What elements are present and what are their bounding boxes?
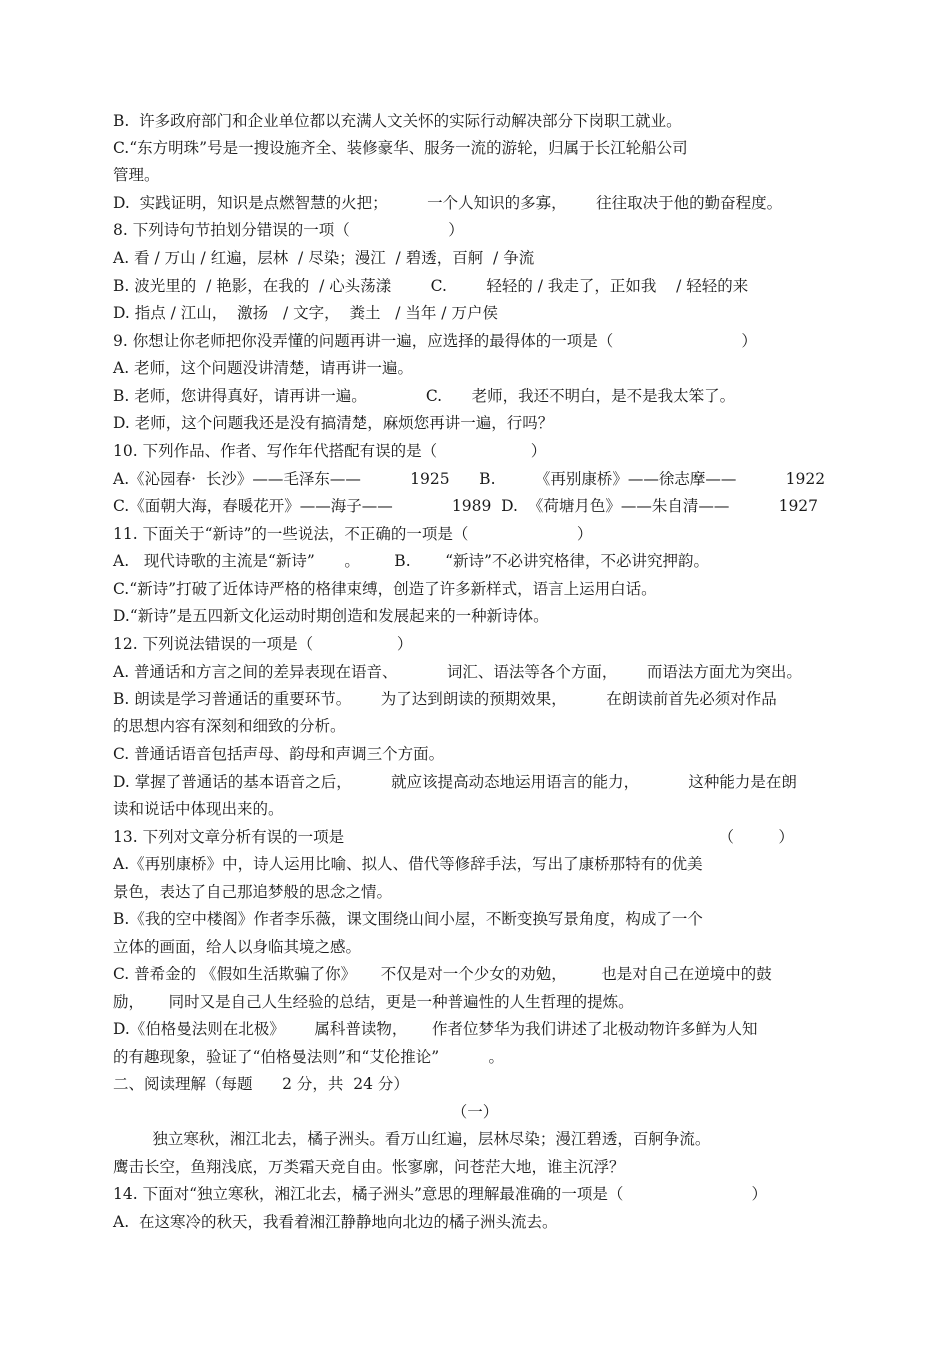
q11-option-a-b: A. 现代诗歌的主流是“新诗” 。 B. “新诗”不必讲究格律，不必讲究押韵。 [113, 552, 709, 570]
option-b-line: B. 许多政府部门和企业单位都以充满人文关怀的实际行动解决部分下岗职工就业。 [113, 112, 682, 130]
q13-option-d-continuation: 的有趣现象，验证了“伯格曼法则”和“艾伦推论” 。 [113, 1048, 504, 1066]
q13-option-a-continuation: 景色，表达了自己那追梦般的思念之情。 [113, 883, 393, 901]
q12-option-d-continuation: 读和说话中体现出来的。 [113, 800, 284, 818]
option-c-line: C.“东方明珠”号是一搜设施齐全、装修豪华、服务一流的游轮，归属于长江轮船公司 [113, 139, 688, 157]
q11-option-c: C.“新诗”打破了近体诗严格的格律束缚，创造了许多新样式，语言上运用白话。 [113, 580, 657, 598]
q10-option-c-d: C.《面朝大海，春暖花开》——海子—— 1989 D. 《荷塘月色》——朱自清—— 1927 [113, 497, 819, 515]
q13-option-a: A.《再别康桥》中，诗人运用比喻、拟人、借代等修辞手法，写出了康桥那特有的优美 [113, 855, 703, 873]
q13-option-b-continuation: 立体的画面，给人以身临其境之感。 [113, 938, 362, 956]
question-11: 11. 下面关于“新诗”的一些说法，不正确的一项是（ ） [113, 525, 593, 543]
question-10: 10. 下列作品、作者、写作年代搭配有误的是（ ） [113, 442, 547, 460]
q12-option-d: D. 掌握了普通话的基本语音之后， 就应该提高动态地运用语言的能力， 这种能力是在朗 [113, 773, 797, 791]
question-14: 14. 下面对“独立寒秋，湘江北去，橘子洲头”意思的理解最准确的一项是（ ） [113, 1185, 768, 1203]
q9-option-d: D. 老师，这个问题我还是没有搞清楚，麻烦您再讲一遍，行吗？ [113, 414, 554, 432]
q8-option-d: D. 指点 / 江山， 激扬 / 文字， 粪土 / 当年 / 万户侯 [113, 304, 498, 322]
q12-option-b-continuation: 的思想内容有深刻和细致的分析。 [113, 717, 346, 735]
q13-option-b: B.《我的空中楼阁》作者李乐薇，课文围绕山间小屋，不断变换写景角度，构成了一个 [113, 910, 703, 928]
q12-option-a: A. 普通话和方言之间的差异表现在语音、 词汇、语法等各个方面， 而语法方面尤为突出。 [113, 663, 802, 681]
passage-text: 独立寒秋，湘江北去，橘子洲头。看万山红遍，层林尽染；漫江碧透，百舸争流。 [113, 1130, 711, 1148]
q13-option-d: D.《伯格曼法则在北极》 属科普读物， 作者位梦华为我们讲述了北极动物许多鲜为人知 [113, 1020, 758, 1038]
q12-option-c: C. 普通话语音包括声母、韵母和声调三个方面。 [113, 745, 445, 763]
question-13: 13. 下列对文章分析有误的一项是 （ ） [113, 828, 794, 846]
q8-option-a: A. 看 / 万山 / 红遍，层林 / 尽染；漫江 / 碧透，百舸 / 争流 [113, 249, 535, 267]
question-9: 9. 你想让你老师把你没弄懂的问题再讲一遍，应选择的最得体的一项是（ ） [113, 332, 757, 350]
q10-option-a-b: A.《沁园春· 长沙》——毛泽东—— 1925 B. 《再别康桥》——徐志摩—— 1922 [113, 470, 826, 488]
q12-option-b: B. 朗读是学习普通话的重要环节。 为了达到朗读的预期效果， 在朗读前首先必须对作品 [113, 690, 777, 708]
option-d-line: D. 实践证明，知识是点燃智慧的火把； 一个人知识的多寡， 往往取决于他的勤奋程度。 [113, 194, 783, 212]
question-12: 12. 下列说法错误的一项是（ ） [113, 635, 413, 653]
passage-text-continuation: 鹰击长空，鱼翔浅底，万类霜天竞自由。怅寥廓，问苍茫大地，谁主沉浮？ [113, 1158, 625, 1176]
q9-option-b-c: B. 老师，您讲得真好，请再讲一遍。 C. 老师，我还不明白，是不是我太笨了。 [113, 387, 736, 405]
passage-number: （一） [451, 1103, 499, 1121]
section-heading: 二、阅读理解（每题 2 分，共 24 分） [113, 1075, 409, 1093]
q13-option-c-continuation: 励， 同时又是自己人生经验的总结，更是一种普遍性的人生哲理的提炼。 [113, 993, 634, 1011]
q9-option-a: A. 老师，这个问题没讲清楚，请再讲一遍。 [113, 359, 414, 377]
option-c-continuation: 管理。 [113, 166, 160, 184]
question-8: 8. 下列诗句节拍划分错误的一项（ ） [113, 221, 464, 239]
q11-option-d: D.“新诗”是五四新文化运动时期创造和发展起来的一种新诗体。 [113, 607, 549, 625]
q8-option-b-c: B. 波光里的 / 艳影，在我的 / 心头荡漾 C. 轻轻的 / 我走了，正如我 / 轻轻的来 [113, 277, 749, 295]
q13-option-c: C. 普希金的 《假如生活欺骗了你》 不仅是对一个少女的劝勉， 也是对自己在逆境中的鼓 [113, 965, 772, 983]
q14-option-a: A. 在这寒冷的秋天，我看着湘江静静地向北边的橘子洲头流去。 [113, 1213, 558, 1231]
